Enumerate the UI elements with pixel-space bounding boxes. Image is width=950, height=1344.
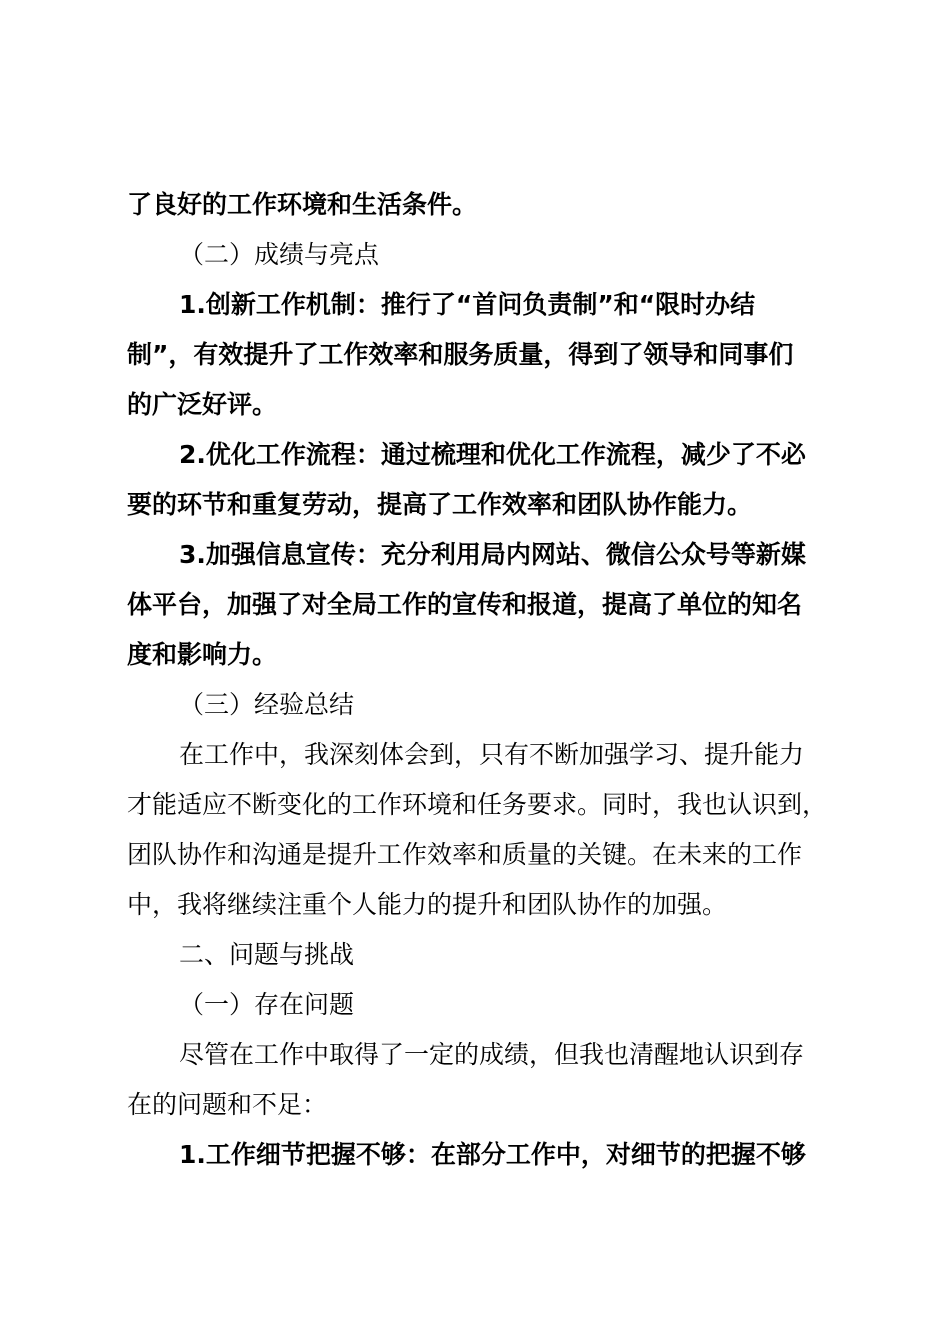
section-heading: （三）经验总结	[179, 690, 355, 719]
text-line: 体平台，加强了对全局工作的宣传和报道，提高了单位的知名	[127, 590, 803, 619]
section-heading: （二）成绩与亮点	[179, 240, 380, 269]
text-line: 在工作中，我深刻体会到，只有不断加强学习、提升能力	[179, 740, 805, 769]
text-line: 制”，有效提升了工作效率和服务质量，得到了领导和同事们	[127, 340, 794, 369]
text-line: 尽管在工作中取得了一定的成绩，但我也清醒地认识到存	[179, 1040, 805, 1069]
text-line: 的广泛好评。	[127, 390, 278, 419]
text-line: 要的环节和重复劳动，提高了工作效率和团队协作能力。	[127, 490, 753, 519]
text-line: 中，我将继续注重个人能力的提升和团队协作的加强。	[127, 890, 728, 919]
section-heading: （一）存在问题	[179, 990, 355, 1019]
text-line: 1.创新工作机制：推行了“首问负责制”和“限时办结	[179, 290, 756, 319]
text-line: 1.工作细节把握不够：在部分工作中，对细节的把握不够	[179, 1140, 806, 1169]
text-line: 2.优化工作流程：通过梳理和优化工作流程，减少了不必	[179, 440, 806, 469]
section-heading: 二、问题与挑战	[179, 940, 355, 969]
text-line: 了良好的工作环境和生活条件。	[127, 190, 478, 219]
text-line: 3.加强信息宣传：充分利用局内网站、微信公众号等新媒	[179, 540, 806, 569]
text-line: 在的问题和不足：	[127, 1090, 328, 1119]
text-line: 团队协作和沟通是提升工作效率和质量的关键。在未来的工作	[127, 840, 803, 869]
text-line: 才能适应不断变化的工作环境和任务要求。同时，我也认识到，	[127, 790, 828, 819]
text-line: 度和影响力。	[127, 640, 278, 669]
